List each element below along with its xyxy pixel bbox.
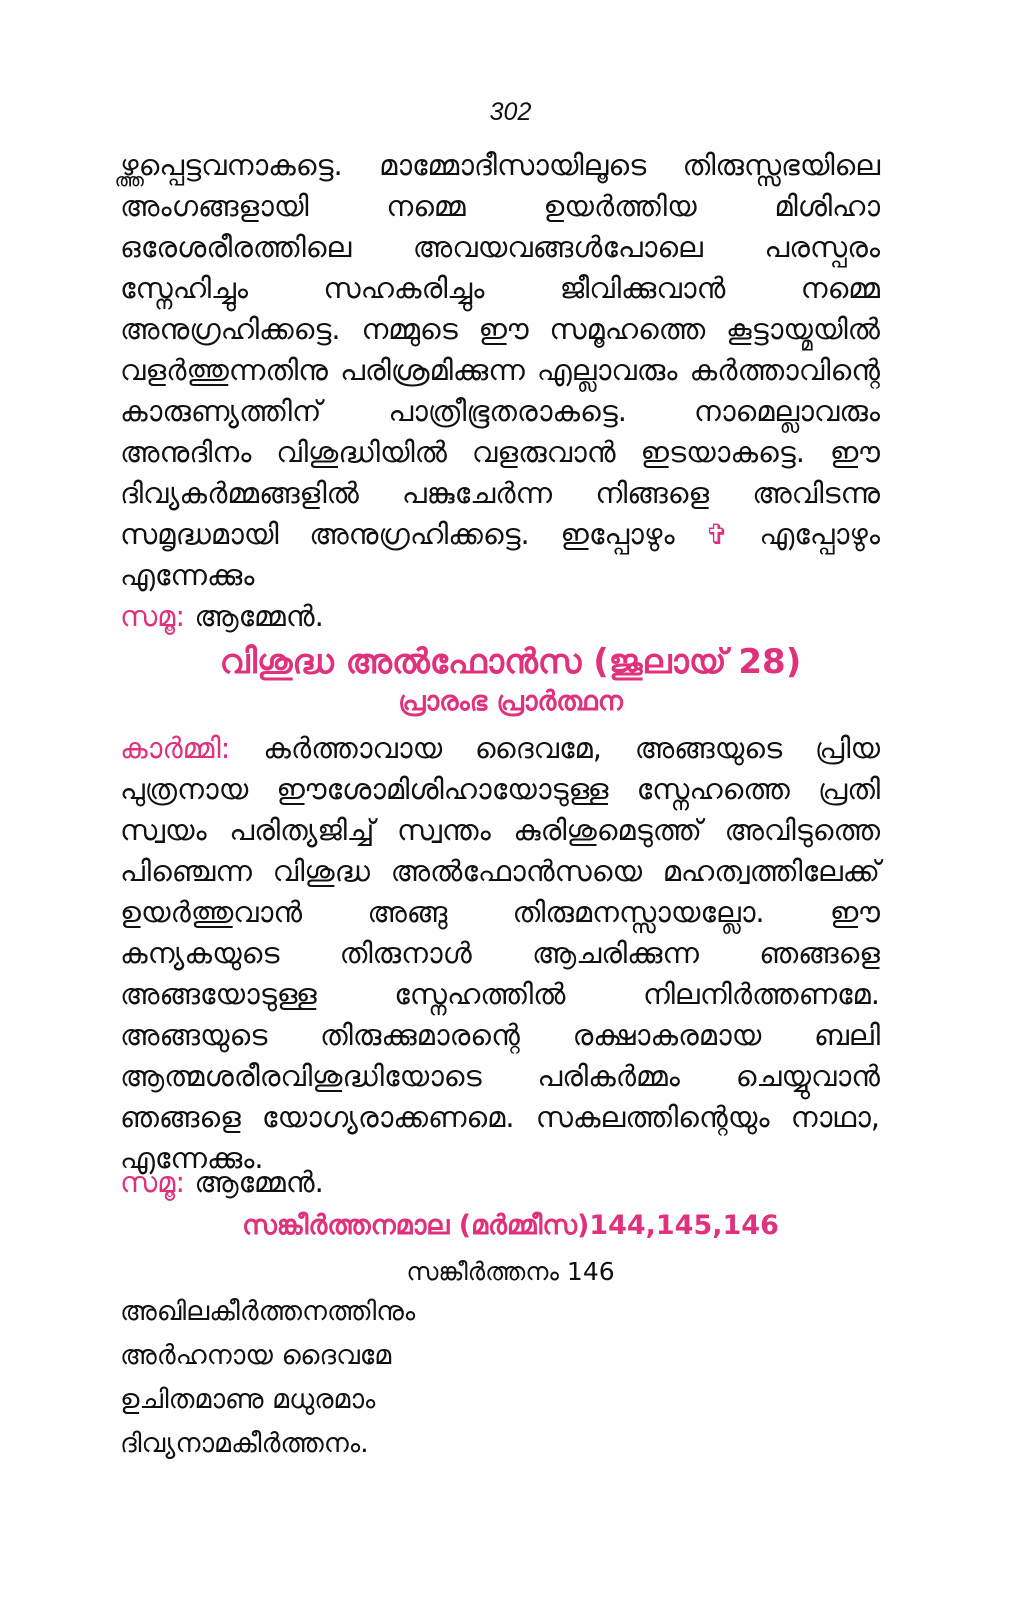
cross-icon: ✞: [705, 518, 729, 551]
psalter-heading: സങ്കീർത്തനമാല (മർമ്മീസ)144,145,146: [242, 1210, 779, 1241]
amen-text: ആമ്മേൻ.: [194, 599, 324, 633]
verse-line: അർഹനായ ദൈവമേ: [120, 1340, 392, 1371]
celebrant-label: കാർമ്മി:: [120, 731, 231, 765]
verse-line: ദിവ്യനാമകീർത്തനം.: [120, 1428, 369, 1459]
closing-blessing-paragraph: [120, 145, 880, 596]
opening-prayer-text: കർത്താവായ ദൈവമേ, അങ്ങയുടെ പ്രിയ പുത്രനായ ഈശോമിശിഹായോടുള്ള സ്നേഹത്തെ പ്രതി സ്വയം പരിത്യജിച്ച് സ്വന്തം കുരിശുമെടുത്ത് അവിടുത്തെ പിഞ്ചെന്ന വിശുദ്ധ അൽഫോൻസയെ മഹത്വത്തിലേക്ക് ഉയർത്തുവാൻ അങ്ങു തിരുമനസ്സായല്ലോ. ഈ കന്യകയുടെ തിരുനാൾ ആചരിക്കുന്ന ഞങ്ങളെ അങ്ങയോടുള്ള സ്നേഹത്തിൽ നിലനിർത്തണമേ. അങ്ങയുടെ തിരുക്കുമാരന്റെ രക്ഷാകരമായ ബലി ആത്മശരീരവിശുദ്ധിയോടെ പരികർമ്മം ചെയ്യുവാൻ ഞങ്ങളെ യോഗ്യരാക്കണമെ. സകലത്തിന്റെയും നാഥാ, എന്നേക്കും.: [120, 731, 880, 1175]
opening-prayer-paragraph: [120, 728, 880, 1179]
people-label: സമൂ:: [120, 599, 186, 633]
verse-line: അഖിലകീർത്തനത്തിനും: [120, 1296, 416, 1327]
opening-prayer-heading: പ്രാരംഭ പ്രാർത്ഥന: [398, 686, 623, 717]
amen-text: ആമ്മേൻ.: [194, 1165, 324, 1199]
response-amen-1: [120, 596, 880, 637]
response-amen-2: [120, 1162, 880, 1203]
feast-title: വിശുദ്ധ അൽഫോൻസ (ജൂലായ് 28): [219, 642, 802, 682]
closing-blessing-end: എപ്പോഴും എന്നേക്കും: [120, 517, 880, 592]
people-label: സമൂ:: [120, 1165, 186, 1199]
closing-blessing-text: ഴ്ത്തപ്പെട്ടവനാകട്ടെ. മാമ്മോദീസായിലൂടെ തിരുസ്സഭയിലെ അംഗങ്ങളായി നമ്മെ ഉയർത്തിയ മിശിഹാ ഒരേശരീരത്തിലെ അവയവങ്ങൾപോലെ പരസ്പരം സ്നേഹിച്ചും സഹകരിച്ചും ജീവിക്കുവാൻ നമ്മെ അനുഗ്രഹിക്കട്ടെ. നമ്മുടെ ഈ സമൂഹത്തെ കൂട്ടായ്മയിൽ വളർത്തുന്നതിനു പരിശ്രമിക്കുന്ന എല്ലാവരും കർത്താവിന്റെ കാരുണ്യത്തിന് പാത്രീഭൂതരാകട്ടെ. നാമെല്ലാവരും അനുദിനം വിശുദ്ധിയിൽ വളരുവാൻ ഇടയാകട്ടെ. ഈ ദിവ്യകർമ്മങ്ങളിൽ പങ്കുചേർന്ന നിങ്ങളെ അവിടന്നു സമൃദ്ധമായി അനുഗ്രഹിക്കട്ടെ. ഇപ്പോഴും: [120, 148, 880, 551]
psalm-label: സങ്കീർത്തനം 146: [406, 1257, 615, 1286]
verse-line: ഉചിതമാണു മധുരമാം: [120, 1384, 376, 1415]
page-number: 302: [489, 98, 532, 126]
